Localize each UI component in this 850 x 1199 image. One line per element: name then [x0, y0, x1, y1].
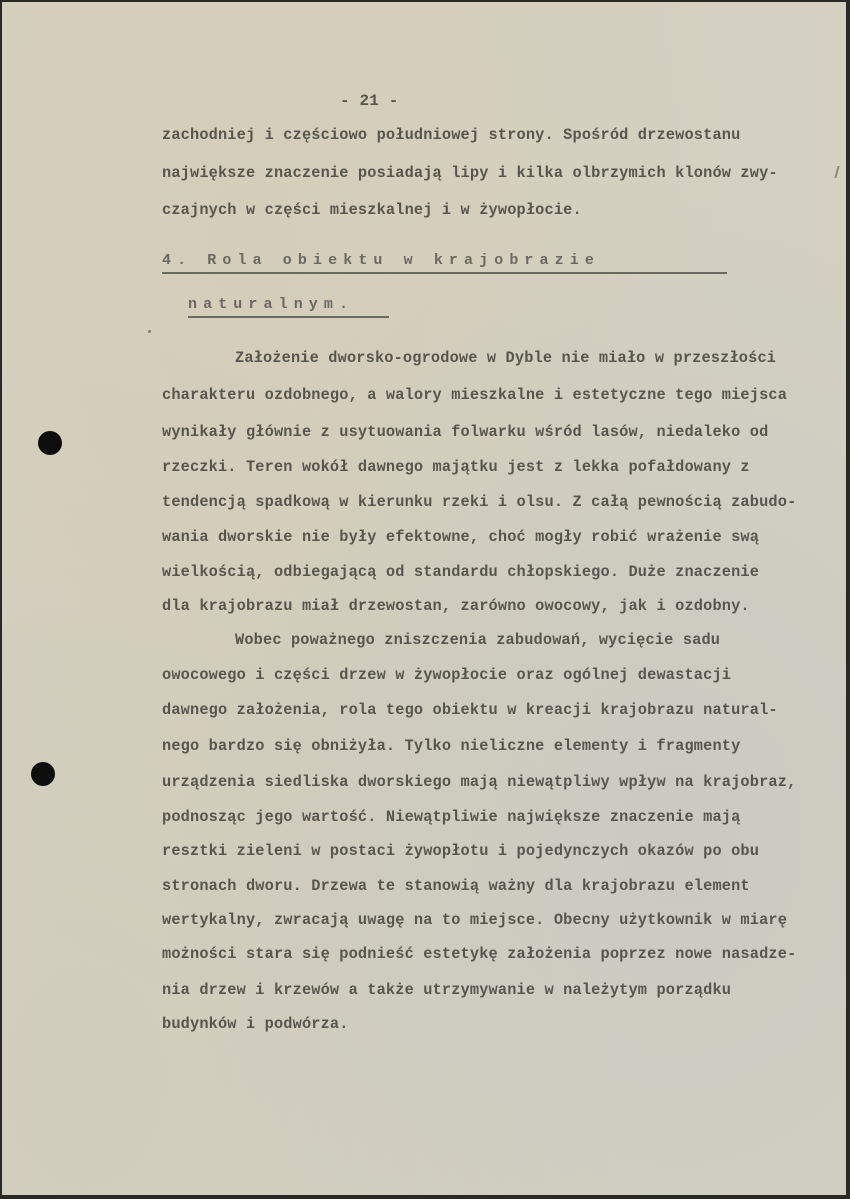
- punch-hole-bottom: [31, 762, 55, 786]
- paragraph-line: stronach dworu. Drzewa te stanowią ważny dla krajobrazu element: [162, 877, 750, 895]
- paragraph-line: podnosząc jego wartość. Niewątpliwie największe znaczenie mają: [162, 808, 741, 826]
- paragraph-line: wynikały głównie z usytuowania folwarku wśród lasów, niedaleko od: [162, 423, 769, 441]
- section-heading-line-1: 4. Rola obiektu w krajobrazie: [162, 252, 727, 274]
- paragraph-line: charakteru ozdobnego, a walory mieszkalne i estetyczne tego miejsca: [162, 386, 788, 404]
- paragraph-line: budynków i podwórza.: [162, 1015, 349, 1033]
- paragraph-line: Założenie dworsko-ogrodowe w Dyble nie miało w przeszłości: [235, 349, 777, 367]
- paragraph-line: rzeczki. Teren wokół dawnego majątku jest z lekka pofałdowany z: [162, 458, 750, 476]
- section-heading-line-2: naturalnym.: [188, 296, 389, 318]
- intro-line: zachodniej i częściowo południowej strony. Spośród drzewostanu: [162, 126, 741, 144]
- margin-pencil-mark: [834, 166, 839, 178]
- paragraph-line: możności stara się podnieść estetykę założenia poprzez nowe nasadze-: [162, 945, 797, 963]
- paragraph-line: tendencją spadkową w kierunku rzeki i olsu. Z całą pewnością zabudo-: [162, 493, 797, 511]
- intro-line: największe znaczenie posiadają lipy i kilka olbrzymich klonów zwy-: [162, 164, 778, 182]
- paragraph-line: nego bardzo się obniżyła. Tylko nieliczne elementy i fragmenty: [162, 737, 741, 755]
- paragraph-line: dla krajobrazu miał drzewostan, zarówno owocowy, jak i ozdobny.: [162, 597, 750, 615]
- paragraph-line: dawnego założenia, rola tego obiektu w kreacji krajobrazu natural-: [162, 701, 778, 719]
- punch-hole-top: [38, 431, 62, 455]
- paragraph-line: wertykalny, zwracają uwagę na to miejsce. Obecny użytkownik w miarę: [162, 911, 788, 929]
- paragraph-line: wania dworskie nie były efektowne, choć mogły robić wrażenie swą: [162, 528, 760, 546]
- paragraph-line: urządzenia siedliska dworskiego mają niewątpliwy wpływ na krajobraz,: [162, 773, 797, 791]
- paragraph-line: resztki zieleni w postaci żywopłotu i pojedynczych okazów po obu: [162, 842, 760, 860]
- paragraph-line: wielkością, odbiegającą od standardu chłopskiego. Duże znaczenie: [162, 563, 760, 581]
- intro-line: czajnych w części mieszkalnej i w żywopłocie.: [162, 201, 582, 219]
- typewritten-page: [2, 2, 846, 1195]
- paragraph-line: nia drzew i krzewów a także utrzymywanie w należytym porządku: [162, 981, 732, 999]
- paragraph-line: owocowego i części drzew w żywopłocie oraz ogólnej dewastacji: [162, 666, 732, 684]
- ink-speck: [148, 330, 151, 333]
- page-number: - 21 -: [340, 92, 399, 110]
- paragraph-line: Wobec poważnego zniszczenia zabudowań, wycięcie sadu: [235, 631, 721, 649]
